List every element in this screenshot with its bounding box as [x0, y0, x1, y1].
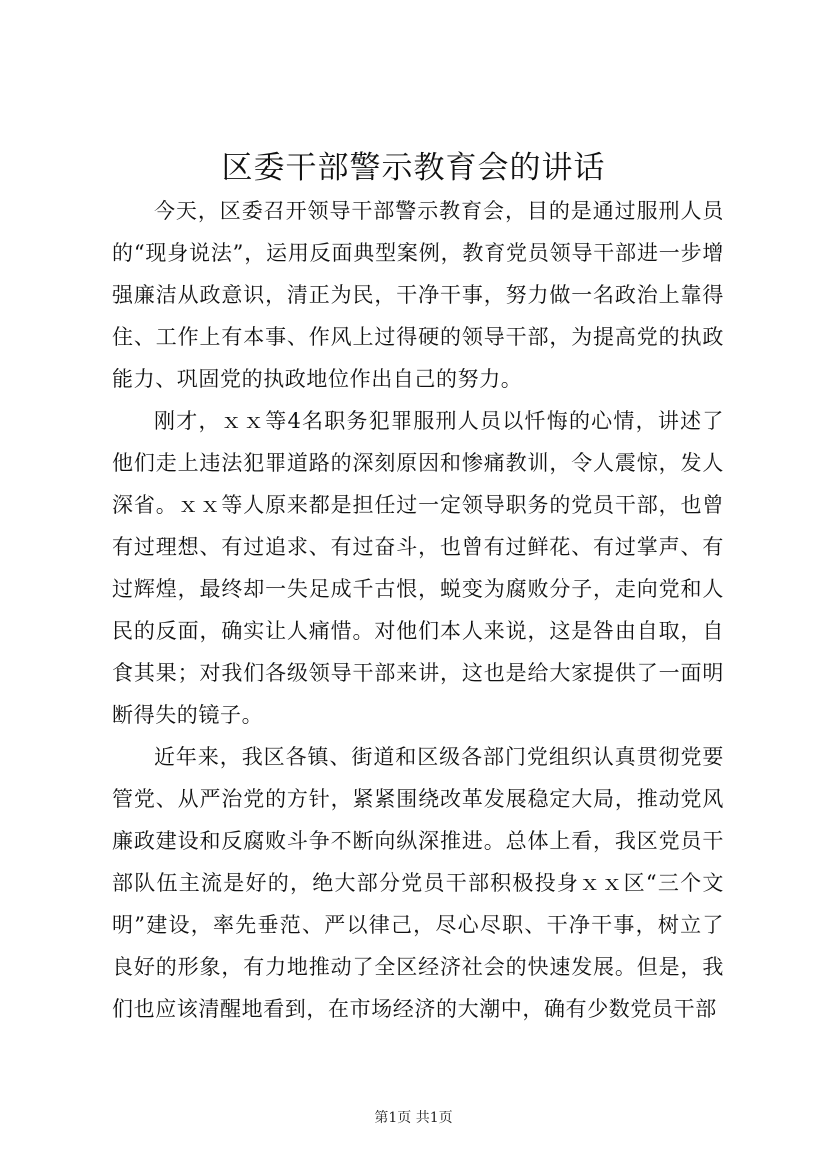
- paragraph-3: 近年来，我区各镇、街道和区级各部门党组织认真贯彻党要管党、从严治党的方针，紧紧围绕改革发展稳定大局，推动党风廉政建设和反腐败斗争不断向纵深推进。总体上看，我区党员干部队伍主流是好的，绝大部分党员干部积极投身ｘｘ区“三个文明”建设，率先垂范、严以律己，尽心尽职、干净干事，树立了良好的形象，有力地推动了全区经济社会的快速发展。但是，我们也应该清醒地看到，在市场经济的大潮中，确有少数党员干部: [112, 745, 724, 1021]
- page-number-footer: 第1页 共1页: [374, 1110, 453, 1126]
- document-title: 区委干部警示教育会的讲话: [221, 150, 606, 186]
- paragraph-1: 今天，区委召开领导干部警示教育会，目的是通过服刑人员的“现身说法”，运用反面典型案例，教育党员领导干部进一步增强廉洁从政意识，清正为民，干净干事，努力做一名政治上靠得住、工作上有本事、作风上过得硬的领导干部，为提高党的执政能力、巩固党的执政地位作出自己的努力。: [112, 199, 724, 391]
- paragraph-2: 刚才，ｘｘ等4名职务犯罪服刑人员以忏悔的心情，讲述了他们走上违法犯罪道路的深刻原因和惨痛教训，令人震惊，发人深省。ｘｘ等人原来都是担任过一定领导职务的党员干部，也曾有过理想、有过追求、有过奋斗，也曾有过鲜花、有过掌声、有过辉煌，最终却一失足成千古恨，蜕变为腐败分子，走向党和人民的反面，确实让人痛惜。对他们本人来说，这是咎由自取，自食其果；对我们各级领导干部来讲，这也是给大家提供了一面明断得失的镜子。: [112, 409, 724, 727]
- document-body: [112, 190, 724, 1030]
